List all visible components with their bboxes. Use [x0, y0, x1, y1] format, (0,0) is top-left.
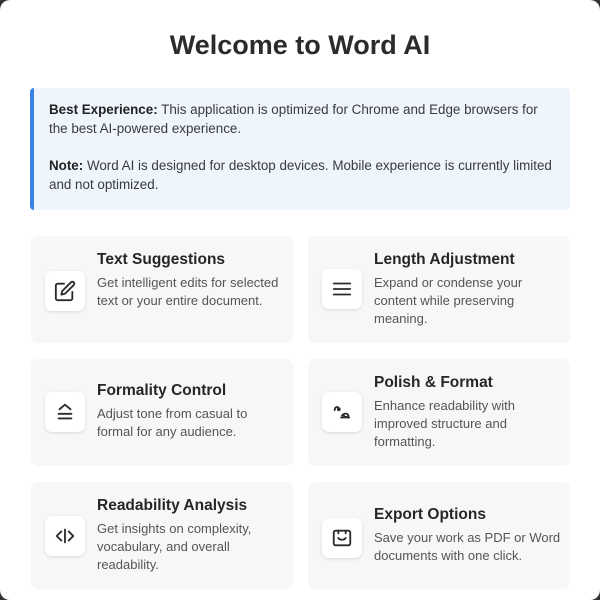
polish-icon	[322, 392, 362, 432]
experience-text: This application is optimized for Chrome and Edge browsers for the best AI-powered experience.	[49, 102, 538, 136]
dialog-title: Welcome to Word AI	[169, 30, 431, 60]
menu-lines-icon	[322, 269, 362, 309]
feature-title: Export Options	[374, 506, 486, 523]
note-text: Word AI is designed for desktop devices. Mobile experience is currently limited and not optimized.	[49, 158, 552, 192]
feature-card-export-options	[308, 482, 570, 589]
feature-card-text-suggestions	[31, 236, 293, 343]
feature-description: Get intelligent edits for selected text or your entire document.	[97, 275, 279, 308]
experience-label: Best Experience:	[49, 102, 158, 117]
export-icon	[322, 518, 362, 558]
feature-description: Save your work as PDF or Word documents with one click.	[374, 530, 561, 563]
browser-notice	[30, 88, 570, 210]
feature-description: Get insights on complexity, vocabulary, and overall readability.	[97, 521, 252, 572]
feature-card-readability-analysis	[31, 482, 293, 589]
feature-title: Readability Analysis	[97, 497, 248, 514]
feature-description: Enhance readability with improved structure and formatting.	[374, 398, 515, 449]
feature-title: Length Adjustment	[374, 251, 515, 268]
formality-icon	[45, 392, 85, 432]
experience-paragraph	[49, 101, 554, 138]
feature-card-length-adjustment	[308, 236, 570, 343]
note-label: Note:	[49, 158, 84, 173]
code-icon	[45, 516, 85, 556]
feature-card-formality-control	[31, 359, 293, 466]
feature-card-polish-format	[308, 359, 570, 466]
edit-icon	[45, 271, 85, 311]
feature-title: Polish & Format	[374, 374, 493, 391]
feature-description: Adjust tone from casual to formal for any audience.	[97, 406, 248, 439]
feature-title: Text Suggestions	[97, 251, 226, 268]
feature-description: Expand or condense your content while preserving meaning.	[374, 275, 523, 326]
feature-title: Formality Control	[97, 382, 227, 399]
note-paragraph	[49, 157, 554, 194]
